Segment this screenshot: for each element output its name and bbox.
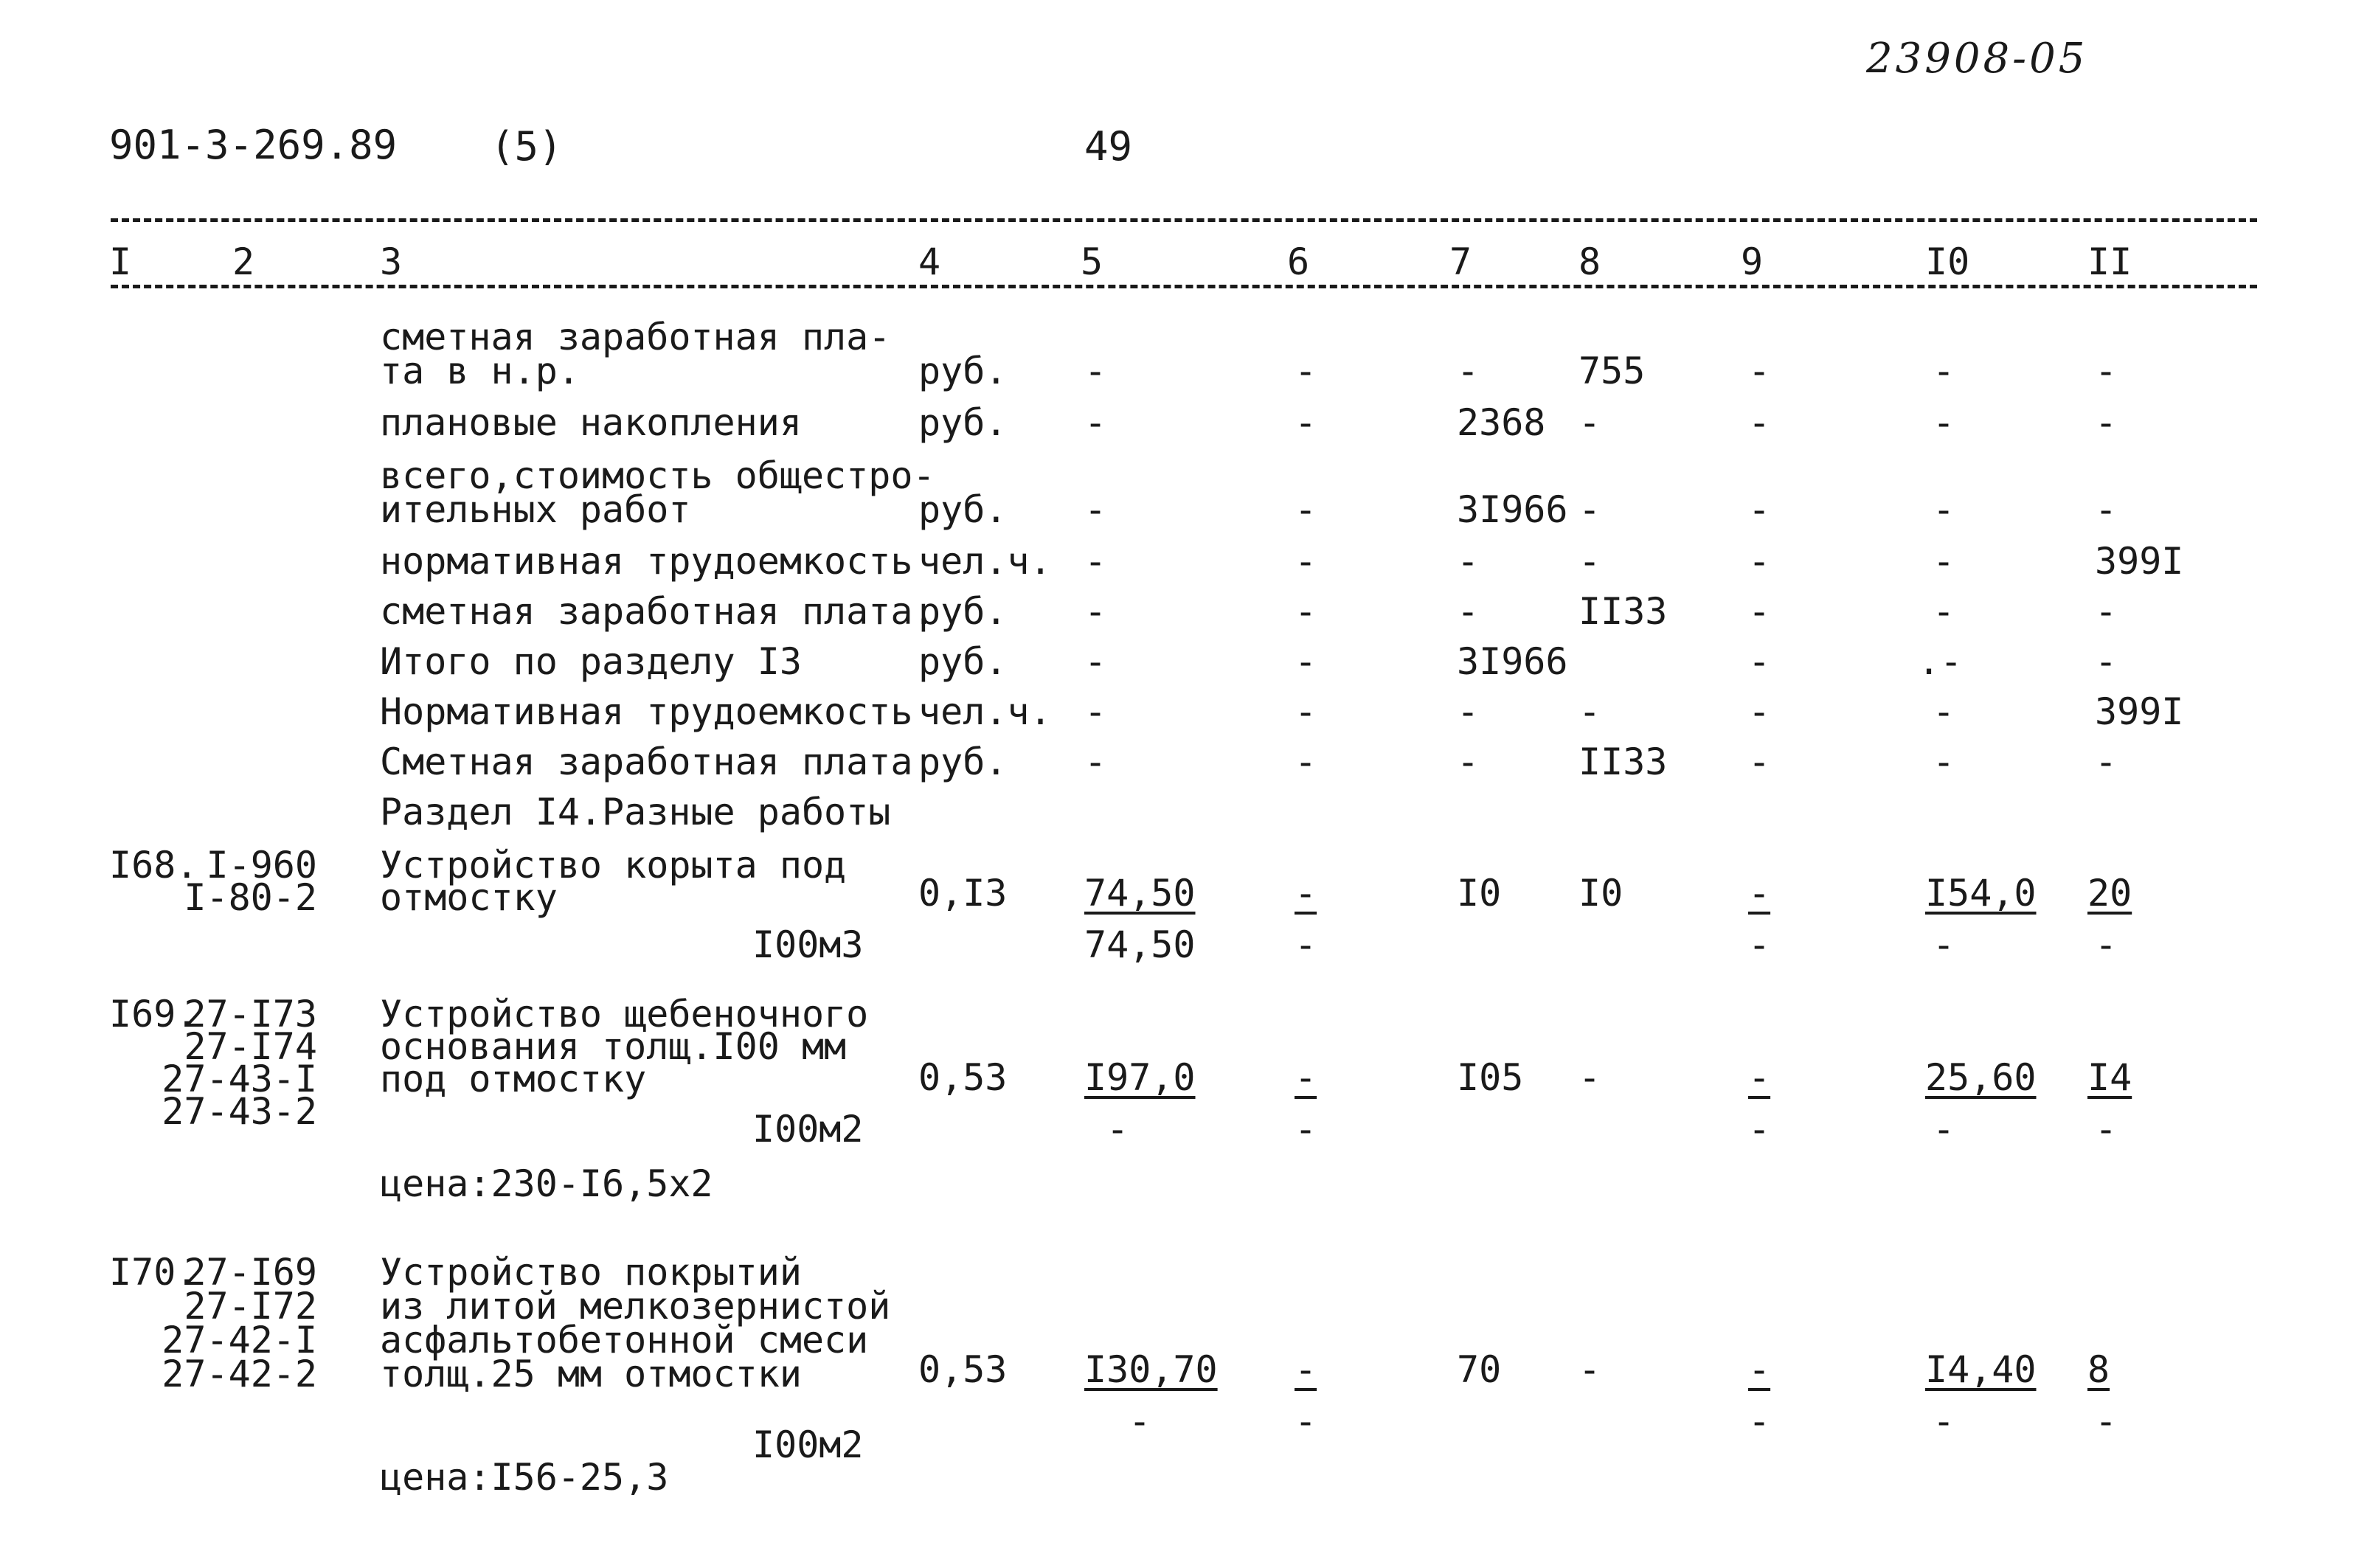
col-header-1: I: [109, 240, 132, 283]
item-code: I-960: [206, 844, 317, 887]
item-c5-bottom: -: [1129, 1400, 1151, 1443]
summary-c11: -: [2095, 590, 2118, 633]
col-header-2: 2: [232, 240, 255, 283]
item-c10-top: I4,40: [1925, 1348, 2037, 1391]
archive-stamp: 23908-05: [1866, 35, 2088, 83]
item-c6-bottom: -: [1295, 1108, 1317, 1151]
summary-c8: -: [1579, 401, 1601, 444]
item-code: 27-42-2: [162, 1353, 317, 1395]
summary-unit: руб.: [918, 740, 1008, 783]
item-c10-top: 25,60: [1925, 1056, 2037, 1099]
item-code: 27-43-I: [162, 1058, 317, 1100]
summary-c10: -: [1933, 350, 1955, 392]
item-c6-top: -: [1295, 1348, 1317, 1391]
item-description-line: из литой мелкозернистой: [380, 1285, 891, 1328]
summary-unit: руб.: [918, 640, 1008, 683]
summary-c6: -: [1295, 350, 1317, 392]
item-code: 27-42-I: [162, 1319, 317, 1361]
section-title: Раздел I4.Разные работы: [380, 791, 891, 833]
item-quantity: 0,53: [918, 1348, 1008, 1391]
summary-c11: -: [2095, 488, 2118, 531]
summary-label-line1: сметная заработная плата.: [380, 590, 935, 633]
summary-c8: -: [1579, 540, 1601, 583]
summary-c6: -: [1295, 488, 1317, 531]
item-description-line: Устройство покрытий: [380, 1251, 802, 1294]
item-c7: I0: [1457, 872, 1502, 915]
summary-c10: -: [1933, 690, 1955, 733]
summary-label-line1: нормативная трудоемкость: [380, 540, 913, 583]
item-description-line: Устройство щебеночного: [380, 993, 869, 1035]
summary-c10: -: [1933, 590, 1955, 633]
item-description-line: Устройство корыта под: [380, 844, 847, 887]
summary-label-line2: ительных работ: [380, 488, 691, 531]
summary-c9: -: [1748, 640, 1771, 683]
item-price-note: цена:230-I6,5х2: [380, 1162, 713, 1205]
summary-c7: -: [1457, 540, 1480, 583]
item-quantity: 0,I3: [918, 872, 1008, 915]
summary-c7: -: [1457, 690, 1480, 733]
item-c11-bottom: -: [2095, 923, 2118, 966]
item-c11-bottom: -: [2095, 1400, 2118, 1443]
summary-c6: -: [1295, 540, 1317, 583]
document-part: (5): [491, 123, 563, 170]
summary-c10: .-: [1918, 640, 1963, 683]
item-c5-top: I30,70: [1084, 1348, 1218, 1391]
summary-c6: -: [1295, 640, 1317, 683]
summary-c9: -: [1748, 540, 1771, 583]
item-code: 27-I74: [184, 1025, 317, 1068]
summary-c9: -: [1748, 690, 1771, 733]
summary-unit: руб.: [918, 350, 1008, 392]
summary-c9: -: [1748, 401, 1771, 444]
summary-unit: руб.: [918, 590, 1008, 633]
item-description-line: основания толщ.I00 мм: [380, 1025, 847, 1068]
item-c10-bottom: -: [1933, 923, 1955, 966]
summary-c8: 755: [1579, 350, 1646, 392]
summary-c11: -: [2095, 740, 2118, 783]
summary-unit: чел.ч.: [918, 690, 1052, 733]
summary-c8: -: [1579, 690, 1601, 733]
summary-unit: руб.: [918, 488, 1008, 531]
item-description-line: асфальтобетонной смеси: [380, 1319, 869, 1361]
summary-c11: 399I: [2095, 540, 2184, 583]
item-c10-bottom: -: [1933, 1400, 1955, 1443]
item-code: I-80-2: [184, 876, 317, 919]
col-header-3: 3: [380, 240, 403, 283]
item-number: I69.: [109, 993, 198, 1035]
item-c9-bottom: -: [1748, 1400, 1771, 1443]
page-number: 49: [1084, 123, 1133, 170]
summary-c7: 2368: [1457, 401, 1546, 444]
summary-c9: -: [1748, 740, 1771, 783]
item-c7: I05: [1457, 1056, 1524, 1099]
summary-label-line1: плановые накопления: [380, 401, 802, 444]
summary-label-line1: Сметная заработная плата: [380, 740, 913, 783]
summary-c5: -: [1084, 640, 1107, 683]
item-c6-bottom: -: [1295, 1400, 1317, 1443]
item-c11-bottom: -: [2095, 1108, 2118, 1151]
summary-c10: -: [1933, 488, 1955, 531]
item-code: 27-I73: [184, 993, 317, 1035]
document-code: 901-3-269.89: [109, 122, 398, 168]
col-header-5: 5: [1081, 240, 1103, 283]
col-header-9: 9: [1741, 240, 1764, 283]
summary-c6: -: [1295, 590, 1317, 633]
item-number: I68.: [109, 844, 198, 887]
summary-c7: 3I966: [1457, 488, 1568, 531]
item-code: 27-I72: [184, 1285, 317, 1328]
summary-c5: -: [1084, 590, 1107, 633]
item-c11-top: 8: [2087, 1348, 2110, 1391]
summary-c11: -: [2095, 640, 2118, 683]
summary-label-line1: Нормативная трудоемкость: [380, 690, 913, 733]
item-number: I70.: [109, 1251, 198, 1294]
item-c5-bottom: 74,50: [1084, 923, 1196, 966]
col-header-4: 4: [918, 240, 941, 283]
summary-c6: -: [1295, 740, 1317, 783]
item-c6-top: -: [1295, 1056, 1317, 1099]
summary-c6: -: [1295, 690, 1317, 733]
summary-c8: -: [1579, 488, 1601, 531]
item-c8: -: [1579, 1348, 1601, 1391]
item-code: 27-I69: [184, 1251, 317, 1294]
summary-c9: -: [1748, 488, 1771, 531]
summary-c9: -: [1748, 350, 1771, 392]
item-unit: I00м3: [752, 923, 864, 966]
item-c10-top: I54,0: [1925, 872, 2037, 915]
item-unit: I00м2: [752, 1423, 864, 1466]
item-description-line: толщ.25 мм отмостки: [380, 1353, 802, 1395]
summary-c9: -: [1748, 590, 1771, 633]
item-c6-top: -: [1295, 872, 1317, 915]
item-description-line: отмостку: [380, 876, 558, 919]
item-c11-top: 20: [2087, 872, 2132, 915]
item-c9-bottom: -: [1748, 923, 1771, 966]
summary-c5: -: [1084, 540, 1107, 583]
summary-label-line2: та в н.р.: [380, 350, 580, 392]
item-c9-bottom: -: [1748, 1108, 1771, 1151]
summary-unit: руб.: [918, 401, 1008, 444]
header-rule-bottom: [111, 285, 2257, 288]
summary-c7: 3I966: [1457, 640, 1568, 683]
item-c9-top: -: [1748, 1056, 1771, 1099]
summary-c7: -: [1457, 740, 1480, 783]
item-c5-bottom: -: [1106, 1108, 1129, 1151]
summary-c7: -: [1457, 350, 1480, 392]
summary-c11: -: [2095, 350, 2118, 392]
summary-c8: II33: [1579, 590, 1668, 633]
summary-c5: -: [1084, 690, 1107, 733]
summary-c5: -: [1084, 401, 1107, 444]
summary-label-line1: сметная заработная пла-: [380, 316, 891, 358]
header-rule-top: [111, 218, 2257, 222]
summary-c10: -: [1933, 401, 1955, 444]
summary-c10: -: [1933, 740, 1955, 783]
summary-c7: -: [1457, 590, 1480, 633]
item-c9-top: -: [1748, 1348, 1771, 1391]
col-header-8: 8: [1579, 240, 1601, 283]
item-c11-top: I4: [2087, 1056, 2132, 1099]
item-c5-top: I97,0: [1084, 1056, 1196, 1099]
col-header-6: 6: [1287, 240, 1310, 283]
col-header-10: I0: [1925, 240, 1970, 283]
summary-c8: II33: [1579, 740, 1668, 783]
summary-c11: -: [2095, 401, 2118, 444]
item-description-line: под отмостку: [380, 1058, 647, 1100]
summary-c10: -: [1933, 540, 1955, 583]
summary-label-line1: Итого по разделу I3: [380, 640, 802, 683]
col-header-11: II: [2087, 240, 2132, 283]
summary-c5: -: [1084, 740, 1107, 783]
item-c8: I0: [1579, 872, 1623, 915]
summary-c5: -: [1084, 350, 1107, 392]
summary-c5: -: [1084, 488, 1107, 531]
summary-label-line1: всего,стоимость общестро-: [380, 454, 935, 497]
col-header-7: 7: [1449, 240, 1472, 283]
item-c6-bottom: -: [1295, 923, 1317, 966]
item-unit: I00м2: [752, 1108, 864, 1151]
item-c8: -: [1579, 1056, 1601, 1099]
item-quantity: 0,53: [918, 1056, 1008, 1099]
item-code: 27-43-2: [162, 1090, 317, 1133]
item-c7: 70: [1457, 1348, 1502, 1391]
summary-c6: -: [1295, 401, 1317, 444]
summary-unit: чел.ч.: [918, 540, 1052, 583]
item-c10-bottom: -: [1933, 1108, 1955, 1151]
item-price-note: цена:I56-25,3: [380, 1456, 669, 1499]
summary-c11: 399I: [2095, 690, 2184, 733]
item-c9-top: -: [1748, 872, 1771, 915]
item-c5-top: 74,50: [1084, 872, 1196, 915]
